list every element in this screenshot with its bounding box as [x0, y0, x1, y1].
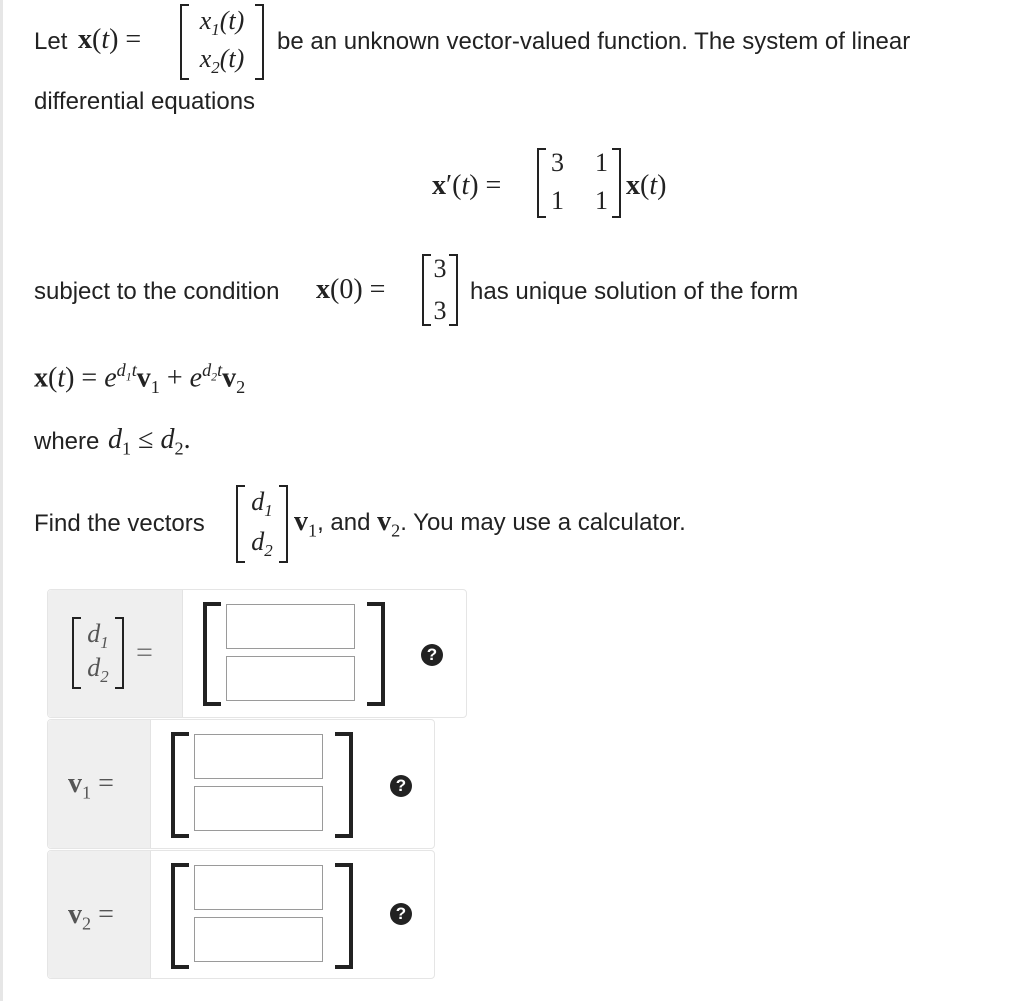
d2-input[interactable] — [226, 656, 355, 701]
answer-row-v1 — [47, 719, 435, 849]
find-prefix: Find the vectors — [34, 510, 205, 537]
find-suffix-text: . You may use a calculator. — [400, 509, 686, 536]
initial-top: 3 — [433, 254, 447, 283]
answer-label-v1 — [48, 720, 151, 848]
right-bracket — [335, 863, 353, 969]
x-prime-label: x′(t) = — [432, 170, 502, 201]
find-middle: $v_1$, and $v_2$. You may use a calculator. — [294, 506, 686, 541]
coefficient-matrix — [537, 148, 621, 218]
d-vector-label: $d_1$ $d_2$ — [72, 617, 124, 689]
intro-line2: differential equations — [34, 88, 256, 115]
left-bracket — [171, 863, 189, 969]
answer-row-v2 — [47, 850, 435, 979]
matrix-a22: 1 — [595, 186, 608, 215]
where-label: where — [34, 428, 100, 455]
initial-vector — [422, 254, 458, 326]
x-of-t-rhs: x(t) — [626, 170, 667, 201]
x-of-zero-label: x(0) = — [316, 274, 386, 305]
help-icon[interactable]: ? — [421, 644, 443, 666]
v2-top-input[interactable] — [194, 865, 323, 910]
matrix-a21: 1 — [551, 186, 564, 215]
left-bracket — [171, 732, 189, 838]
v1-top-input[interactable] — [194, 734, 323, 779]
condition-suffix: has unique solution of the form — [470, 278, 799, 305]
answer-row-d — [47, 589, 467, 718]
find-mid-text: , and — [317, 509, 371, 536]
right-bracket — [367, 602, 385, 706]
right-bracket — [335, 732, 353, 838]
condition-prefix: subject to the condition — [34, 278, 280, 305]
d-order-condition: $d_1 \le d_2$. — [108, 424, 191, 459]
left-border — [0, 0, 3, 1001]
d-vector: $d_1$ $d_2$ — [236, 485, 288, 563]
x-vector-components: $x_1(t)$ $x_2(t)$ — [180, 4, 264, 80]
d1-input[interactable] — [226, 604, 355, 649]
v1-label: $v_1$ = — [68, 768, 114, 803]
x-of-t-label: x(t) = — [78, 24, 142, 55]
v1-bottom-input[interactable] — [194, 786, 323, 831]
left-bracket — [203, 602, 221, 706]
solution-form: $x(t) = e^{d_1t}v_1 + e^{d_2t}v_2$ — [34, 360, 246, 397]
v2-label: $v_2$ = — [68, 899, 114, 934]
intro-text: be an unknown vector-valued function. The system of linear — [277, 28, 911, 55]
equals-sign: = — [136, 636, 153, 669]
v2-bottom-input[interactable] — [194, 917, 323, 962]
help-icon[interactable]: ? — [390, 903, 412, 925]
help-icon[interactable]: ? — [390, 775, 412, 797]
answer-label-v2 — [48, 851, 151, 978]
matrix-a12: 1 — [595, 148, 608, 177]
intro-let: Let — [34, 28, 68, 55]
answer-label-d — [48, 590, 183, 717]
matrix-a11: 3 — [551, 148, 564, 177]
initial-bottom: 3 — [433, 296, 447, 325]
